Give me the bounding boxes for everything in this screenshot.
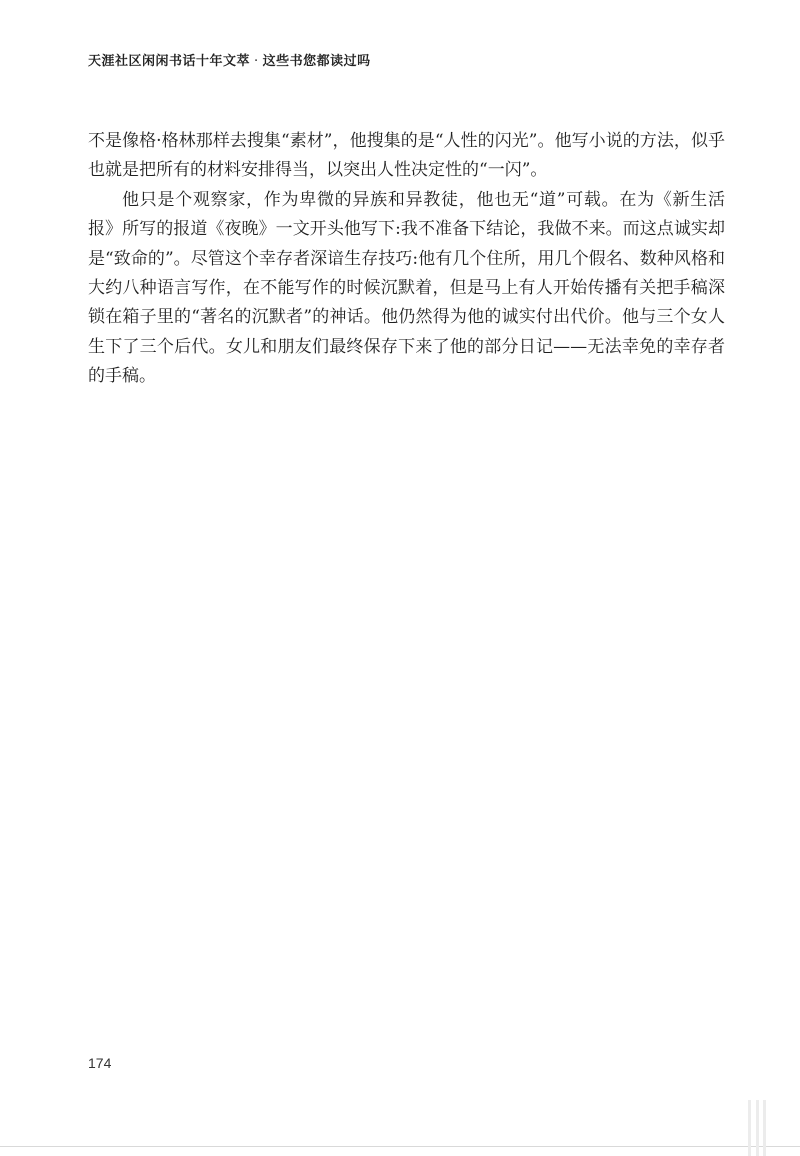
header-separator: ·: [254, 54, 259, 69]
book-title: 天涯社区闲闲书话十年文萃: [88, 54, 251, 69]
section-title: 这些书您都读过吗: [262, 54, 371, 69]
body-text: [88, 127, 725, 392]
page-edge-shadow: [748, 1100, 751, 1156]
running-header: [88, 50, 371, 69]
page-number: 174: [88, 1055, 112, 1071]
paragraph-continued: 不是像格·格林那样去搜集“素材”，他搜集的是“人性的闪光”。他写小说的方法，似乎也就是把所有的材料安排得当，以突出人性决定性的“一闪”。: [88, 131, 725, 181]
page-edge-shadow: [756, 1100, 759, 1156]
page-edge-rule: [0, 1146, 800, 1147]
page-edge-shadow: [763, 1100, 766, 1156]
paragraph: 他只是个观察家，作为卑微的异族和异教徒，他也无“道”可载。在为《新生活报》所写的报道《夜晚》一文开头他写下:我不准备下结论，我做不来。而这点诚实却是“致命的”。尽管这个幸存者深谙生存技巧:他有几个住所，用几个假名、数种风格和大约八种语言写作，在不能写作的时候沉默着，但是马上有人开始传播有关把手稿深锁在箱子里的“著名的沉默者”的神话。他仍然得为他的诚实付出代价。他与三个女人生下了三个后代。女儿和朋友们最终保存下来了他的部分日记——无法幸免的幸存者的手稿。: [88, 189, 725, 387]
